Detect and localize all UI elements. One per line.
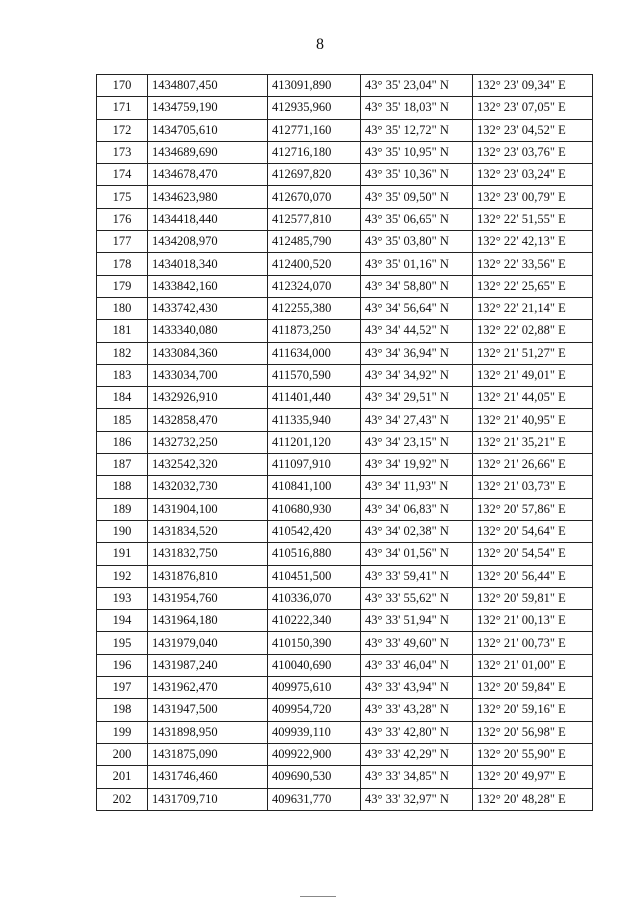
table-row (97, 587, 593, 609)
table-row (97, 699, 593, 721)
x-coordinate-cell: 1434759,190 (148, 97, 268, 119)
x-coordinate-cell: 1431979,040 (148, 632, 268, 654)
latitude-cell: 43° 34' 29,51" N (361, 387, 473, 409)
longitude-cell: 132° 21' 49,01" E (473, 364, 593, 386)
latitude-cell: 43° 33' 59,41" N (361, 565, 473, 587)
x-coordinate-cell: 1432542,320 (148, 454, 268, 476)
longitude-cell: 132° 23' 00,79" E (473, 186, 593, 208)
table-row (97, 231, 593, 253)
point-number-cell: 196 (97, 654, 148, 676)
latitude-cell: 43° 34' 23,15" N (361, 431, 473, 453)
table-row (97, 208, 593, 230)
longitude-cell: 132° 22' 42,13" E (473, 231, 593, 253)
x-coordinate-cell: 1431904,100 (148, 498, 268, 520)
longitude-cell: 132° 22' 02,88" E (473, 320, 593, 342)
latitude-cell: 43° 33' 42,80" N (361, 721, 473, 743)
longitude-cell: 132° 20' 57,86" E (473, 498, 593, 520)
table-row (97, 141, 593, 163)
longitude-cell: 132° 21' 01,00" E (473, 654, 593, 676)
latitude-cell: 43° 34' 01,56" N (361, 543, 473, 565)
table-row (97, 498, 593, 520)
x-coordinate-cell: 1434018,340 (148, 253, 268, 275)
table-row (97, 565, 593, 587)
y-coordinate-cell: 412324,070 (268, 275, 361, 297)
table-row (97, 409, 593, 431)
point-number-cell: 181 (97, 320, 148, 342)
point-number-cell: 178 (97, 253, 148, 275)
point-number-cell: 202 (97, 788, 148, 810)
point-number-cell: 184 (97, 387, 148, 409)
y-coordinate-cell: 409975,610 (268, 677, 361, 699)
y-coordinate-cell: 411570,590 (268, 364, 361, 386)
x-coordinate-cell: 1432858,470 (148, 409, 268, 431)
latitude-cell: 43° 34' 44,52" N (361, 320, 473, 342)
latitude-cell: 43° 35' 01,16" N (361, 253, 473, 275)
longitude-cell: 132° 20' 55,90" E (473, 743, 593, 765)
table-row (97, 275, 593, 297)
latitude-cell: 43° 34' 19,92" N (361, 454, 473, 476)
longitude-cell: 132° 21' 40,95" E (473, 409, 593, 431)
x-coordinate-cell: 1432032,730 (148, 476, 268, 498)
longitude-cell: 132° 23' 07,05" E (473, 97, 593, 119)
point-number-cell: 189 (97, 498, 148, 520)
point-number-cell: 191 (97, 543, 148, 565)
latitude-cell: 43° 34' 11,93" N (361, 476, 473, 498)
x-coordinate-cell: 1433340,080 (148, 320, 268, 342)
y-coordinate-cell: 409939,110 (268, 721, 361, 743)
latitude-cell: 43° 35' 09,50" N (361, 186, 473, 208)
table-row (97, 164, 593, 186)
y-coordinate-cell: 410336,070 (268, 587, 361, 609)
point-number-cell: 171 (97, 97, 148, 119)
y-coordinate-cell: 410451,500 (268, 565, 361, 587)
longitude-cell: 132° 20' 54,64" E (473, 520, 593, 542)
table-row (97, 253, 593, 275)
longitude-cell: 132° 21' 35,21" E (473, 431, 593, 453)
point-number-cell: 195 (97, 632, 148, 654)
longitude-cell: 132° 22' 51,55" E (473, 208, 593, 230)
x-coordinate-cell: 1433742,430 (148, 297, 268, 319)
latitude-cell: 43° 34' 56,64" N (361, 297, 473, 319)
point-number-cell: 187 (97, 454, 148, 476)
point-number-cell: 180 (97, 297, 148, 319)
latitude-cell: 43° 33' 42,29" N (361, 743, 473, 765)
longitude-cell: 132° 20' 54,54" E (473, 543, 593, 565)
longitude-cell: 132° 21' 26,66" E (473, 454, 593, 476)
longitude-cell: 132° 20' 59,16" E (473, 699, 593, 721)
latitude-cell: 43° 35' 06,65" N (361, 208, 473, 230)
coordinates-table (96, 74, 593, 811)
x-coordinate-cell: 1434418,440 (148, 208, 268, 230)
point-number-cell: 190 (97, 520, 148, 542)
point-number-cell: 201 (97, 766, 148, 788)
y-coordinate-cell: 412697,820 (268, 164, 361, 186)
y-coordinate-cell: 410516,880 (268, 543, 361, 565)
table-row (97, 97, 593, 119)
latitude-cell: 43° 33' 32,97" N (361, 788, 473, 810)
point-number-cell: 194 (97, 610, 148, 632)
y-coordinate-cell: 412400,520 (268, 253, 361, 275)
table-row (97, 543, 593, 565)
table-row (97, 632, 593, 654)
table-row (97, 520, 593, 542)
latitude-cell: 43° 34' 36,94" N (361, 342, 473, 364)
x-coordinate-cell: 1431834,520 (148, 520, 268, 542)
y-coordinate-cell: 410841,100 (268, 476, 361, 498)
x-coordinate-cell: 1431709,710 (148, 788, 268, 810)
point-number-cell: 193 (97, 587, 148, 609)
point-number-cell: 185 (97, 409, 148, 431)
point-number-cell: 199 (97, 721, 148, 743)
latitude-cell: 43° 34' 34,92" N (361, 364, 473, 386)
point-number-cell: 182 (97, 342, 148, 364)
latitude-cell: 43° 35' 18,03" N (361, 97, 473, 119)
y-coordinate-cell: 412670,070 (268, 186, 361, 208)
table-row (97, 788, 593, 810)
longitude-cell: 132° 23' 03,76" E (473, 141, 593, 163)
point-number-cell: 186 (97, 431, 148, 453)
x-coordinate-cell: 1433034,700 (148, 364, 268, 386)
x-coordinate-cell: 1431954,760 (148, 587, 268, 609)
latitude-cell: 43° 33' 46,04" N (361, 654, 473, 676)
table-row (97, 454, 593, 476)
table-row (97, 610, 593, 632)
x-coordinate-cell: 1434678,470 (148, 164, 268, 186)
latitude-cell: 43° 34' 58,80" N (361, 275, 473, 297)
longitude-cell: 132° 22' 33,56" E (473, 253, 593, 275)
longitude-cell: 132° 21' 51,27" E (473, 342, 593, 364)
y-coordinate-cell: 411873,250 (268, 320, 361, 342)
table-row (97, 186, 593, 208)
longitude-cell: 132° 21' 00,73" E (473, 632, 593, 654)
point-number-cell: 183 (97, 364, 148, 386)
footer-divider (300, 896, 336, 897)
x-coordinate-cell: 1432926,910 (148, 387, 268, 409)
table-row (97, 387, 593, 409)
point-number-cell: 179 (97, 275, 148, 297)
y-coordinate-cell: 409690,530 (268, 766, 361, 788)
point-number-cell: 175 (97, 186, 148, 208)
y-coordinate-cell: 409954,720 (268, 699, 361, 721)
longitude-cell: 132° 21' 44,05" E (473, 387, 593, 409)
latitude-cell: 43° 33' 51,94" N (361, 610, 473, 632)
y-coordinate-cell: 413091,890 (268, 75, 361, 97)
latitude-cell: 43° 33' 34,85" N (361, 766, 473, 788)
latitude-cell: 43° 35' 23,04" N (361, 75, 473, 97)
y-coordinate-cell: 411335,940 (268, 409, 361, 431)
point-number-cell: 173 (97, 141, 148, 163)
table-row (97, 119, 593, 141)
x-coordinate-cell: 1431832,750 (148, 543, 268, 565)
latitude-cell: 43° 35' 03,80" N (361, 231, 473, 253)
y-coordinate-cell: 412255,380 (268, 297, 361, 319)
y-coordinate-cell: 410150,390 (268, 632, 361, 654)
x-coordinate-cell: 1431987,240 (148, 654, 268, 676)
table-row (97, 75, 593, 97)
y-coordinate-cell: 409631,770 (268, 788, 361, 810)
x-coordinate-cell: 1434689,690 (148, 141, 268, 163)
point-number-cell: 198 (97, 699, 148, 721)
longitude-cell: 132° 20' 59,84" E (473, 677, 593, 699)
x-coordinate-cell: 1431898,950 (148, 721, 268, 743)
table-row (97, 766, 593, 788)
point-number-cell: 170 (97, 75, 148, 97)
x-coordinate-cell: 1431962,470 (148, 677, 268, 699)
latitude-cell: 43° 35' 12,72" N (361, 119, 473, 141)
longitude-cell: 132° 22' 25,65" E (473, 275, 593, 297)
latitude-cell: 43° 34' 02,38" N (361, 520, 473, 542)
latitude-cell: 43° 34' 06,83" N (361, 498, 473, 520)
y-coordinate-cell: 412935,960 (268, 97, 361, 119)
x-coordinate-cell: 1431875,090 (148, 743, 268, 765)
point-number-cell: 174 (97, 164, 148, 186)
longitude-cell: 132° 20' 59,81" E (473, 587, 593, 609)
latitude-cell: 43° 35' 10,95" N (361, 141, 473, 163)
point-number-cell: 177 (97, 231, 148, 253)
latitude-cell: 43° 34' 27,43" N (361, 409, 473, 431)
y-coordinate-cell: 410542,420 (268, 520, 361, 542)
page-number: 8 (316, 36, 324, 53)
x-coordinate-cell: 1431947,500 (148, 699, 268, 721)
longitude-cell: 132° 22' 21,14" E (473, 297, 593, 319)
latitude-cell: 43° 33' 43,94" N (361, 677, 473, 699)
y-coordinate-cell: 411097,910 (268, 454, 361, 476)
table-row (97, 297, 593, 319)
y-coordinate-cell: 410680,930 (268, 498, 361, 520)
point-number-cell: 192 (97, 565, 148, 587)
table-row (97, 743, 593, 765)
x-coordinate-cell: 1433084,360 (148, 342, 268, 364)
y-coordinate-cell: 412771,160 (268, 119, 361, 141)
y-coordinate-cell: 412485,790 (268, 231, 361, 253)
table-row (97, 654, 593, 676)
y-coordinate-cell: 411634,000 (268, 342, 361, 364)
table-row (97, 677, 593, 699)
point-number-cell: 176 (97, 208, 148, 230)
x-coordinate-cell: 1434623,980 (148, 186, 268, 208)
table-row (97, 364, 593, 386)
longitude-cell: 132° 20' 56,98" E (473, 721, 593, 743)
longitude-cell: 132° 20' 48,28" E (473, 788, 593, 810)
y-coordinate-cell: 409922,900 (268, 743, 361, 765)
x-coordinate-cell: 1434705,610 (148, 119, 268, 141)
y-coordinate-cell: 410040,690 (268, 654, 361, 676)
table-row (97, 476, 593, 498)
y-coordinate-cell: 411201,120 (268, 431, 361, 453)
x-coordinate-cell: 1431746,460 (148, 766, 268, 788)
latitude-cell: 43° 33' 55,62" N (361, 587, 473, 609)
y-coordinate-cell: 412716,180 (268, 141, 361, 163)
x-coordinate-cell: 1431964,180 (148, 610, 268, 632)
x-coordinate-cell: 1434208,970 (148, 231, 268, 253)
longitude-cell: 132° 21' 03,73" E (473, 476, 593, 498)
point-number-cell: 200 (97, 743, 148, 765)
longitude-cell: 132° 20' 56,44" E (473, 565, 593, 587)
x-coordinate-cell: 1434807,450 (148, 75, 268, 97)
longitude-cell: 132° 23' 03,24" E (473, 164, 593, 186)
table-row (97, 342, 593, 364)
longitude-cell: 132° 21' 00,13" E (473, 610, 593, 632)
point-number-cell: 197 (97, 677, 148, 699)
longitude-cell: 132° 20' 49,97" E (473, 766, 593, 788)
point-number-cell: 172 (97, 119, 148, 141)
coordinates-table-body (97, 75, 593, 811)
table-row (97, 320, 593, 342)
longitude-cell: 132° 23' 04,52" E (473, 119, 593, 141)
y-coordinate-cell: 412577,810 (268, 208, 361, 230)
latitude-cell: 43° 33' 43,28" N (361, 699, 473, 721)
latitude-cell: 43° 33' 49,60" N (361, 632, 473, 654)
y-coordinate-cell: 410222,340 (268, 610, 361, 632)
table-row (97, 431, 593, 453)
point-number-cell: 188 (97, 476, 148, 498)
x-coordinate-cell: 1432732,250 (148, 431, 268, 453)
x-coordinate-cell: 1431876,810 (148, 565, 268, 587)
latitude-cell: 43° 35' 10,36" N (361, 164, 473, 186)
x-coordinate-cell: 1433842,160 (148, 275, 268, 297)
longitude-cell: 132° 23' 09,34" E (473, 75, 593, 97)
y-coordinate-cell: 411401,440 (268, 387, 361, 409)
table-row (97, 721, 593, 743)
